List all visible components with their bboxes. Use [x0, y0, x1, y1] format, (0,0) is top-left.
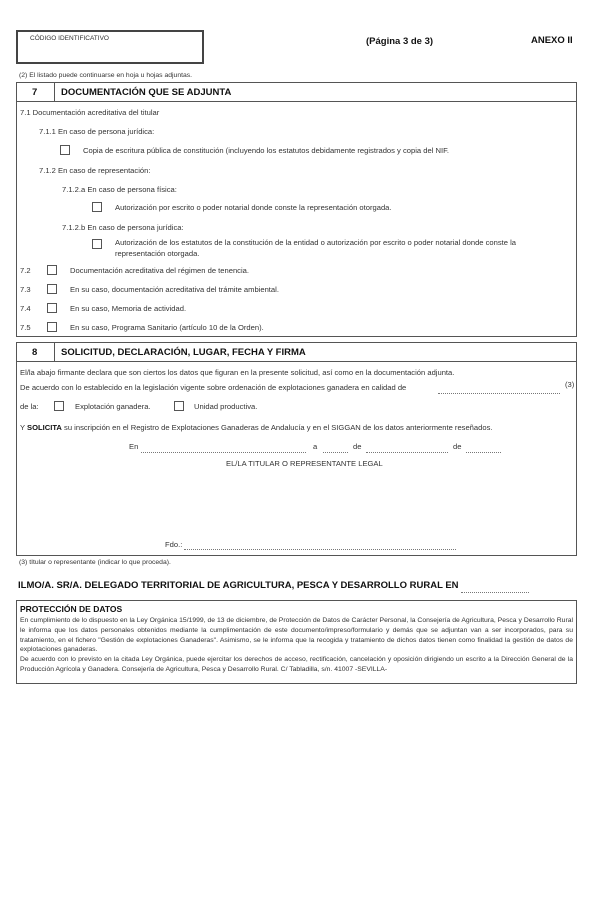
solicita-pre: Y — [20, 423, 28, 432]
signer-label: EL/LA TITULAR O REPRESENTANTE LEGAL — [226, 459, 383, 468]
section-7-title: DOCUMENTACIÓN QUE SE ADJUNTA — [61, 87, 232, 98]
section-7-number: 7 — [32, 87, 38, 98]
s712b-label: 7.1.2.b En caso de persona jurídica: — [62, 223, 184, 232]
fdo-label: Fdo.: — [165, 540, 183, 549]
s73-text: En su caso, documentación acreditativa del trámite ambiental. — [70, 285, 279, 294]
codigo-identificativo-box[interactable] — [16, 30, 204, 64]
footnote-2: (2) El listado puede continuarse en hoja u hojas adjuntas. — [19, 72, 193, 79]
note-ref-3: (3) — [565, 380, 575, 389]
mes-field[interactable] — [366, 452, 448, 453]
s72-num: 7.2 — [20, 266, 31, 275]
explotacion-checkbox[interactable] — [54, 401, 64, 411]
delegacion-field[interactable] — [461, 592, 529, 593]
calidad-field[interactable] — [438, 393, 560, 394]
solicita-post: su inscripción en el Registro de Explotaciones Ganaderas de Andalucía y en el SIGGAN de los datos anteriormente reseñados. — [61, 423, 493, 432]
codigo-label: CÓDIGO IDENTIFICATIVO — [30, 35, 109, 42]
s712b-item: Autorización de los estatutos de la constitución de la entidad o autorización por escrito o poder notarial donde conste la representación otorgada. — [115, 238, 517, 258]
addressee: ILMO/A. SR/A. DELEGADO TERRITORIAL DE AGRICULTURA, PESCA Y DESARROLLO RURAL EN — [18, 580, 459, 591]
lugar-field[interactable] — [141, 452, 306, 453]
s712a-label: 7.1.2.a En caso de persona física: — [62, 185, 177, 194]
a-label: a — [313, 442, 318, 451]
s711-label: 7.1.1 En caso de persona jurídica: — [39, 127, 155, 136]
s74-num: 7.4 — [20, 304, 31, 313]
s712-label: 7.1.2 En caso de representación: — [39, 166, 151, 175]
s712b-checkbox[interactable] — [92, 239, 102, 249]
de2-label: de — [453, 442, 462, 451]
declaration-line-2: De acuerdo con lo establecido en la legislación vigente sobre ordenación de explotaciones ganadera en calidad de — [20, 383, 407, 392]
explotacion-label: Explotación ganadera. — [75, 402, 151, 411]
s712a-item: Autorización por escrito o poder notarial donde conste la representación otorgada. — [115, 203, 392, 212]
s711-checkbox[interactable] — [60, 145, 70, 155]
section-8-title: SOLICITUD, DECLARACIÓN, LUGAR, FECHA Y FIRMA — [61, 347, 306, 358]
proteccion-datos-box — [16, 600, 577, 684]
s74-checkbox[interactable] — [47, 303, 57, 313]
footnote-3: (3) tItular o representante (indicar lo que proceda). — [19, 559, 171, 566]
s73-checkbox[interactable] — [47, 284, 57, 294]
declaration-line-1: El/la abajo firmante declara que son ciertos los datos que figuran en la presente solicitud, así como en la documentación adjunta. — [20, 368, 455, 377]
firma-field[interactable] — [184, 549, 456, 550]
s75-checkbox[interactable] — [47, 322, 57, 332]
s74-text: En su caso, Memoria de actividad. — [70, 304, 187, 313]
page-indicator: (Página 3 de 3) — [366, 36, 434, 47]
unidad-label: Unidad productiva. — [194, 402, 258, 411]
s712a-checkbox[interactable] — [92, 202, 102, 212]
solicita-line — [20, 423, 492, 432]
de1-label: de — [353, 442, 362, 451]
proteccion-para-1: En cumplimiento de lo dispuesto en la Ley Orgánica 15/1999, de 13 de diciembre, de Protección de Datos de Carácter Personal, la Consejería de Agricultura, Pesca y Desarrollo Rural le informa que los datos personales obtenidos mediante la cumplimentación de este documento/impreso/formulario y demás que se adjuntan van a ser incorporados, para su tratamiento, en el fichero "Gestión de explotaciones Ganaderas". Asimismo, se le informa que la recogida y tratamiento de dichos datos tienen como finalidad la gestión de datos de explotaciones ganaderas. — [20, 617, 573, 654]
en-label: En — [129, 442, 139, 451]
anio-field[interactable] — [466, 452, 501, 453]
dela-label: de la: — [20, 402, 39, 411]
s75-num: 7.5 — [20, 323, 31, 332]
s72-checkbox[interactable] — [47, 265, 57, 275]
s711-item: Copia de escritura pública de constitución (incluyendo los estatutos debidamente registrados y copia del NIF. — [83, 146, 449, 155]
s75-text: En su caso, Programa Sanitario (artículo 10 de la Orden). — [70, 323, 264, 332]
s71-label: 7.1 Documentación acreditativa del titular — [20, 108, 160, 117]
s73-num: 7.3 — [20, 285, 31, 294]
unidad-checkbox[interactable] — [174, 401, 184, 411]
s72-text: Documentación acreditativa del régimen de tenencia. — [70, 266, 249, 275]
solicita-bold: SOLICITA — [27, 423, 62, 432]
proteccion-title: PROTECCIÓN DE DATOS — [20, 604, 123, 614]
section-8-number: 8 — [32, 347, 38, 358]
dia-field[interactable] — [323, 452, 348, 453]
annex-label: ANEXO II — [531, 35, 573, 46]
proteccion-para-2: De acuerdo con lo previsto en la citada Ley Orgánica, puede ejercitar los derechos de acceso, rectificación, cancelación y oposición dirigiendo un escrito a la Dirección General de la Producción Agrícola y Ganadera. Consejería de Agricultura, Pesca y Desarrollo Rural. C/ Tabladilla, s/n. 41007 -SEVILLA- — [20, 656, 573, 673]
